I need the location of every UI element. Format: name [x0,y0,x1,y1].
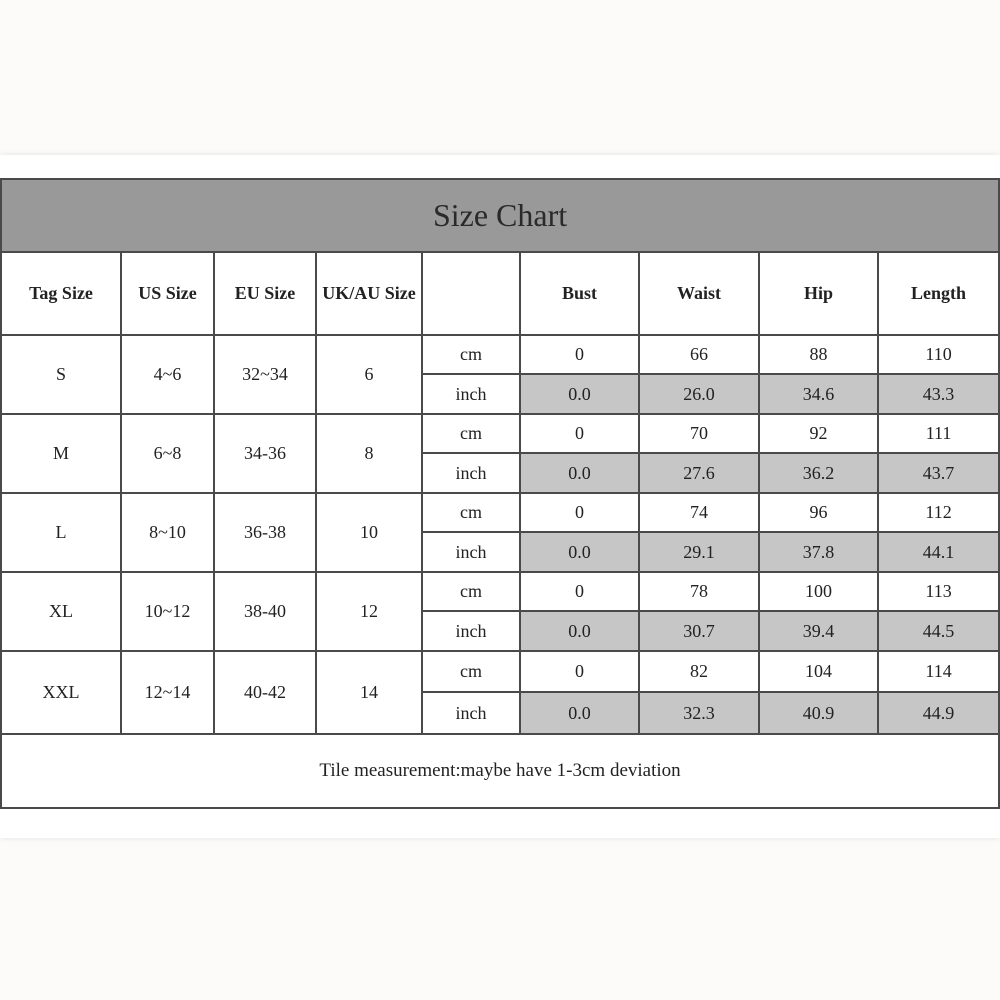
tag-size-cell: S [1,335,121,414]
length-cell: 111 [878,414,999,453]
length-cell: 43.7 [878,453,999,493]
unit-cell: cm [422,414,520,453]
size-row-cm [1,572,999,611]
hip-cell: 36.2 [759,453,878,493]
header-tag-size: Tag Size [1,252,121,335]
bust-cell: 0 [520,414,639,453]
waist-cell: 27.6 [639,453,759,493]
tag-size-cell: XXL [1,651,121,734]
us-size-cell: 8~10 [121,493,214,572]
header-us-size: US Size [121,252,214,335]
tag-size-cell: M [1,414,121,493]
ukau-size-cell: 14 [316,651,422,734]
bust-cell: 0 [520,335,639,374]
hip-cell: 34.6 [759,374,878,414]
bust-cell: 0 [520,493,639,532]
length-cell: 44.9 [878,692,999,734]
waist-cell: 66 [639,335,759,374]
bust-cell: 0 [520,651,639,692]
size-row-cm [1,335,999,374]
waist-cell: 82 [639,651,759,692]
header-length: Length [878,252,999,335]
bust-cell: 0 [520,572,639,611]
hip-cell: 104 [759,651,878,692]
unit-cell: cm [422,493,520,532]
waist-cell: 29.1 [639,532,759,572]
eu-size-cell: 36-38 [214,493,316,572]
us-size-cell: 4~6 [121,335,214,414]
waist-cell: 74 [639,493,759,532]
length-cell: 43.3 [878,374,999,414]
hip-cell: 100 [759,572,878,611]
size-row-cm [1,493,999,532]
header-unit [422,252,520,335]
note-row [1,734,999,808]
tag-size-cell: L [1,493,121,572]
ukau-size-cell: 10 [316,493,422,572]
length-cell: 112 [878,493,999,532]
size-chart-table [0,178,1000,809]
unit-cell: inch [422,532,520,572]
us-size-cell: 10~12 [121,572,214,651]
unit-cell: inch [422,692,520,734]
length-cell: 44.1 [878,532,999,572]
eu-size-cell: 32~34 [214,335,316,414]
unit-cell: inch [422,374,520,414]
eu-size-cell: 34-36 [214,414,316,493]
hip-cell: 88 [759,335,878,374]
header-ukau-size: UK/AU Size [316,252,422,335]
eu-size-cell: 38-40 [214,572,316,651]
hip-cell: 96 [759,493,878,532]
header-eu-size: EU Size [214,252,316,335]
unit-cell: inch [422,453,520,493]
eu-size-cell: 40-42 [214,651,316,734]
hip-cell: 40.9 [759,692,878,734]
bust-cell: 0.0 [520,374,639,414]
measurement-note: Tile measurement:maybe have 1-3cm deviation [1,734,999,808]
header-hip: Hip [759,252,878,335]
size-row-cm [1,414,999,453]
length-cell: 113 [878,572,999,611]
waist-cell: 70 [639,414,759,453]
ukau-size-cell: 8 [316,414,422,493]
unit-cell: cm [422,335,520,374]
waist-cell: 26.0 [639,374,759,414]
us-size-cell: 6~8 [121,414,214,493]
hip-cell: 37.8 [759,532,878,572]
length-cell: 110 [878,335,999,374]
hip-cell: 92 [759,414,878,453]
us-size-cell: 12~14 [121,651,214,734]
ukau-size-cell: 12 [316,572,422,651]
unit-cell: cm [422,572,520,611]
waist-cell: 78 [639,572,759,611]
header-row [1,252,999,335]
unit-cell: cm [422,651,520,692]
header-waist: Waist [639,252,759,335]
bust-cell: 0.0 [520,692,639,734]
bust-cell: 0.0 [520,611,639,651]
ukau-size-cell: 6 [316,335,422,414]
length-cell: 44.5 [878,611,999,651]
waist-cell: 30.7 [639,611,759,651]
bust-cell: 0.0 [520,532,639,572]
length-cell: 114 [878,651,999,692]
chart-title: Size Chart [1,179,999,252]
waist-cell: 32.3 [639,692,759,734]
unit-cell: inch [422,611,520,651]
size-row-cm [1,651,999,692]
hip-cell: 39.4 [759,611,878,651]
tag-size-cell: XL [1,572,121,651]
bust-cell: 0.0 [520,453,639,493]
header-bust: Bust [520,252,639,335]
